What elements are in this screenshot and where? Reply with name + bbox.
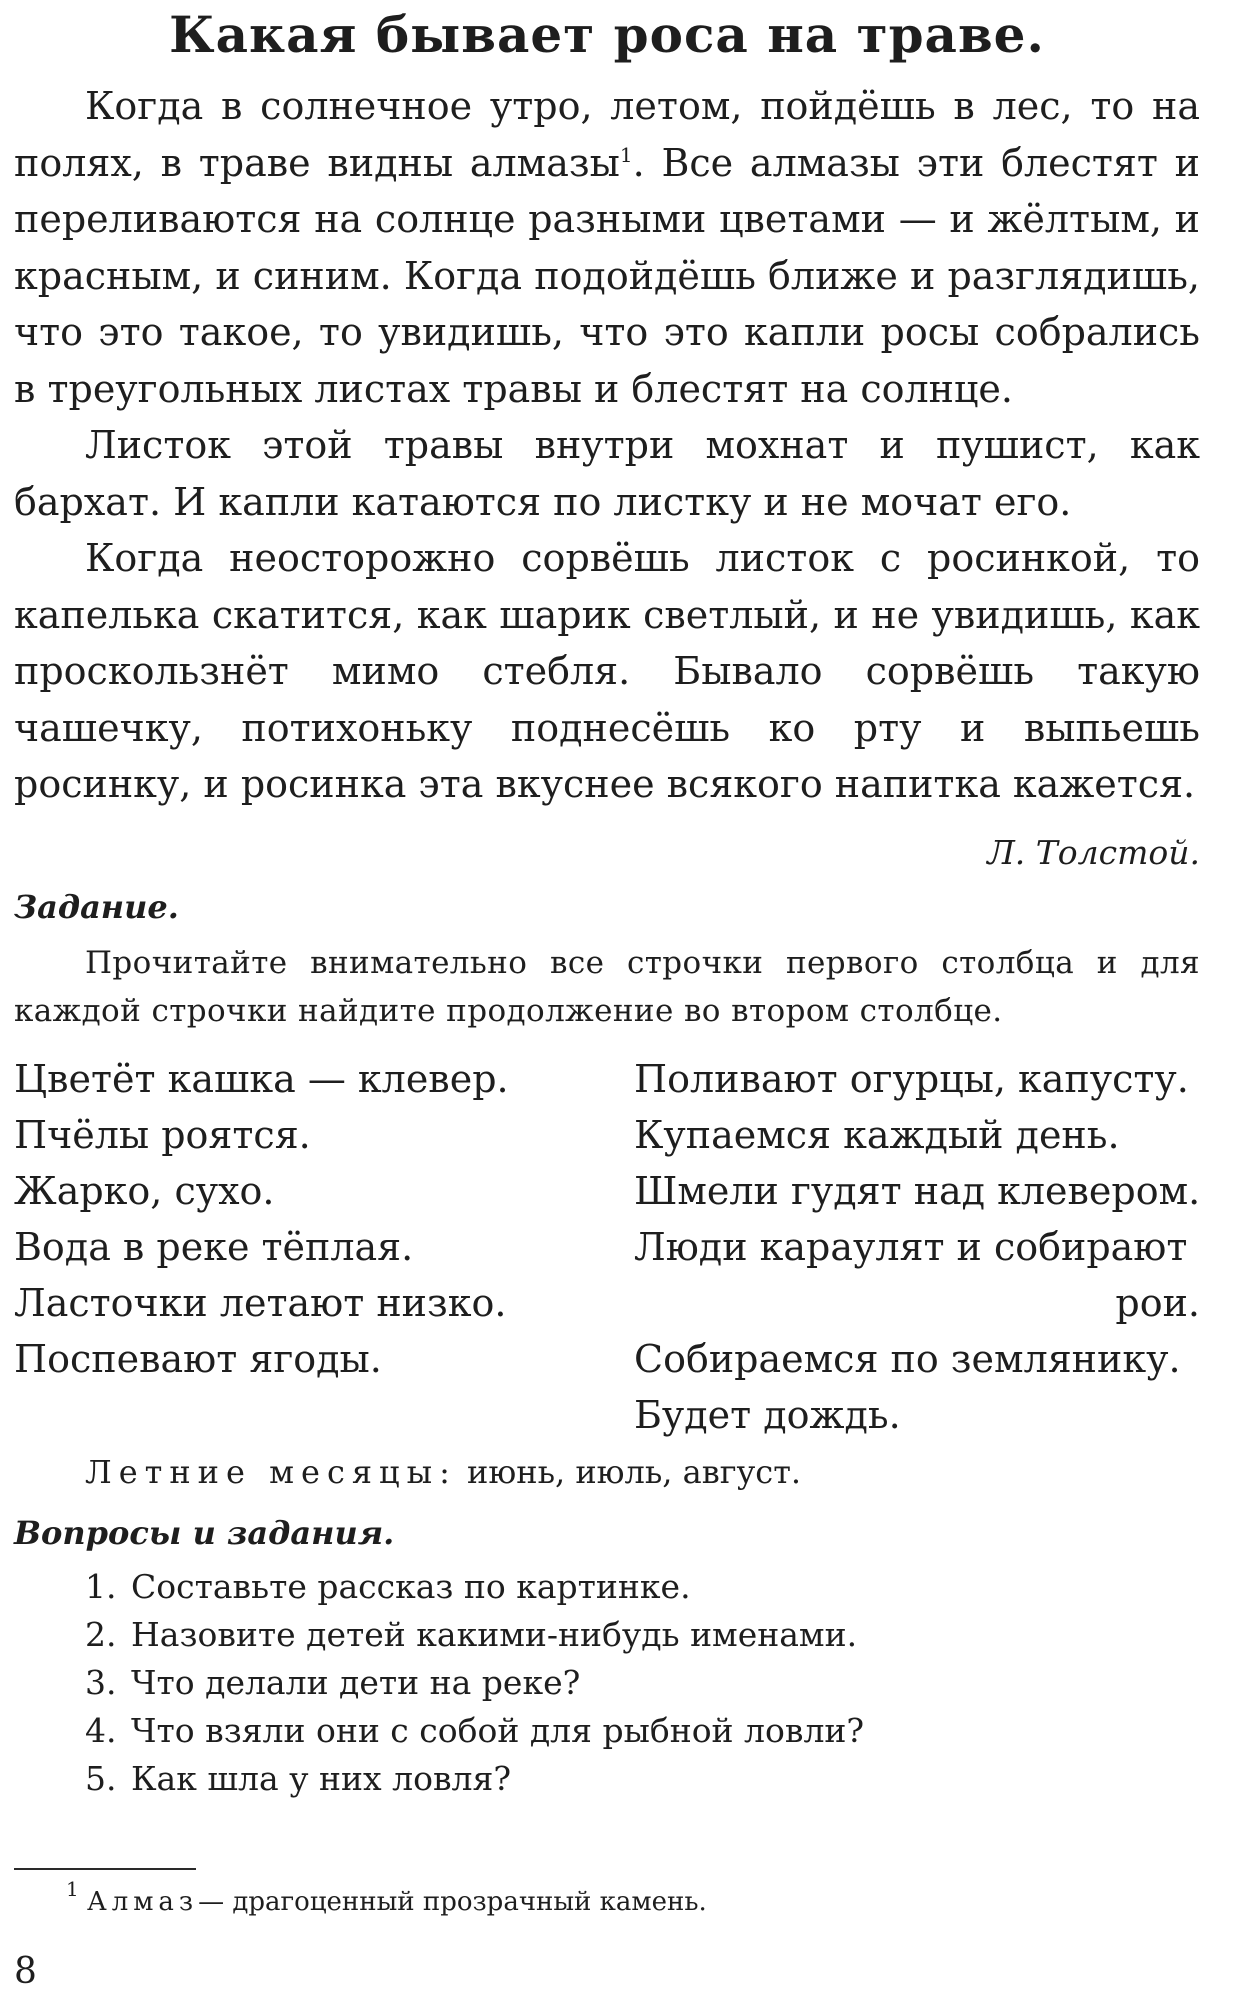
question-item (85, 1707, 1200, 1755)
question-text: Что делали дети на реке? (131, 1662, 581, 1702)
summer-months-list: июнь, июль, август. (467, 1452, 802, 1491)
first-column-line: Поспевают ягоды. (14, 1336, 382, 1381)
question-item (85, 1659, 1200, 1707)
page-number: 8 (14, 1951, 37, 1992)
story-paragraph-1 (14, 78, 1200, 417)
footnote-divider (14, 1868, 196, 1870)
question-number: 1. (85, 1566, 117, 1606)
story-title: Какая бывает роса на траве. (169, 5, 1045, 64)
first-column-line: Пчёлы роятся. (14, 1112, 311, 1157)
story-paragraph-3: Когда неосторожно сорвёшь листок с росинкой, то капелька скатится, как шарик светлый, и не увидишь, как проскользнёт мимо стебля. Бывало сорвёшь такую чашечку, потихоньку поднесёшь ко рту и выпьешь росинку, и росинка эта вкуснее всякого напитка кажется. (14, 536, 1200, 806)
questions-heading: Вопросы и задания. (14, 1513, 395, 1552)
story-paragraph-1-start: Когда в солнечное утро, летом, пойдёшь в лес, то на полях, в траве видны алмазы (14, 84, 1200, 185)
matching-exercise (14, 1051, 1200, 1443)
footnote (66, 1877, 707, 1922)
first-column-line: Жарко, сухо. (14, 1168, 275, 1213)
question-text: Составьте рассказ по картинке. (131, 1566, 691, 1606)
question-text: Как шла у них ловля? (131, 1758, 512, 1798)
second-column-line-continuation: рои. (1115, 1280, 1200, 1325)
story-text (14, 78, 1200, 813)
story-paragraph-1-end: . Все алмазы эти блестят и переливаются на солнце разными цветами — и жёлтым, и красным, и синим. Когда подойдёшь ближе и разглядишь, что это такое, то увидишь, что это капли росы собрались в треугольных листах травы и блестят на солнце. (14, 140, 1200, 411)
first-column-line: Вода в реке тёплая. (14, 1224, 414, 1269)
question-number: 4. (85, 1710, 117, 1750)
question-text: Назовите детей какими-нибудь именами. (131, 1614, 858, 1654)
first-column-line: Цветёт кашка — клевер. (14, 1056, 509, 1101)
second-column-line: Люди караулят и собирают (634, 1224, 1188, 1269)
question-text: Что взяли они с собой для рыбной ловли? (131, 1710, 865, 1750)
footnote-number: 1 (66, 1877, 79, 1901)
first-column (14, 1051, 634, 1443)
summer-months-line (14, 1447, 1200, 1497)
second-column-line: Будет дождь. (634, 1392, 901, 1437)
second-column-line: Собираемся по землянику. (634, 1336, 1181, 1381)
question-item (85, 1755, 1200, 1803)
question-number: 2. (85, 1614, 117, 1654)
question-number: 3. (85, 1662, 117, 1702)
footnote-term: Алмаз (87, 1887, 199, 1917)
story-paragraph-2: Листок этой травы внутри мохнат и пушист, как бархат. И капли катаются по листку и не мочат его. (14, 423, 1200, 524)
task-instructions: Прочитайте внимательно все строчки первого столбца и для каждой строчки найдите продолжение во втором столбце. (14, 944, 1200, 1029)
summer-months-label: Летние месяцы: (85, 1452, 457, 1491)
author-signature: Л. Толстой. (987, 832, 1200, 872)
second-column-line: Поливают огурцы, капусту. (634, 1056, 1189, 1101)
second-column-line: Купаемся каждый день. (634, 1112, 1120, 1157)
footnote-marker: 1 (619, 142, 633, 167)
question-item (85, 1611, 1200, 1659)
footnote-definition: — драгоценный прозрачный камень. (198, 1887, 707, 1917)
second-column-line: Шмели гудят над клевером. (634, 1168, 1201, 1213)
question-number: 5. (85, 1758, 117, 1798)
second-column (634, 1051, 1200, 1443)
task-heading: Задание. (14, 887, 179, 926)
question-item (85, 1563, 1200, 1611)
questions-list (14, 1563, 1200, 1803)
first-column-line: Ласточки летают низко. (14, 1280, 507, 1325)
